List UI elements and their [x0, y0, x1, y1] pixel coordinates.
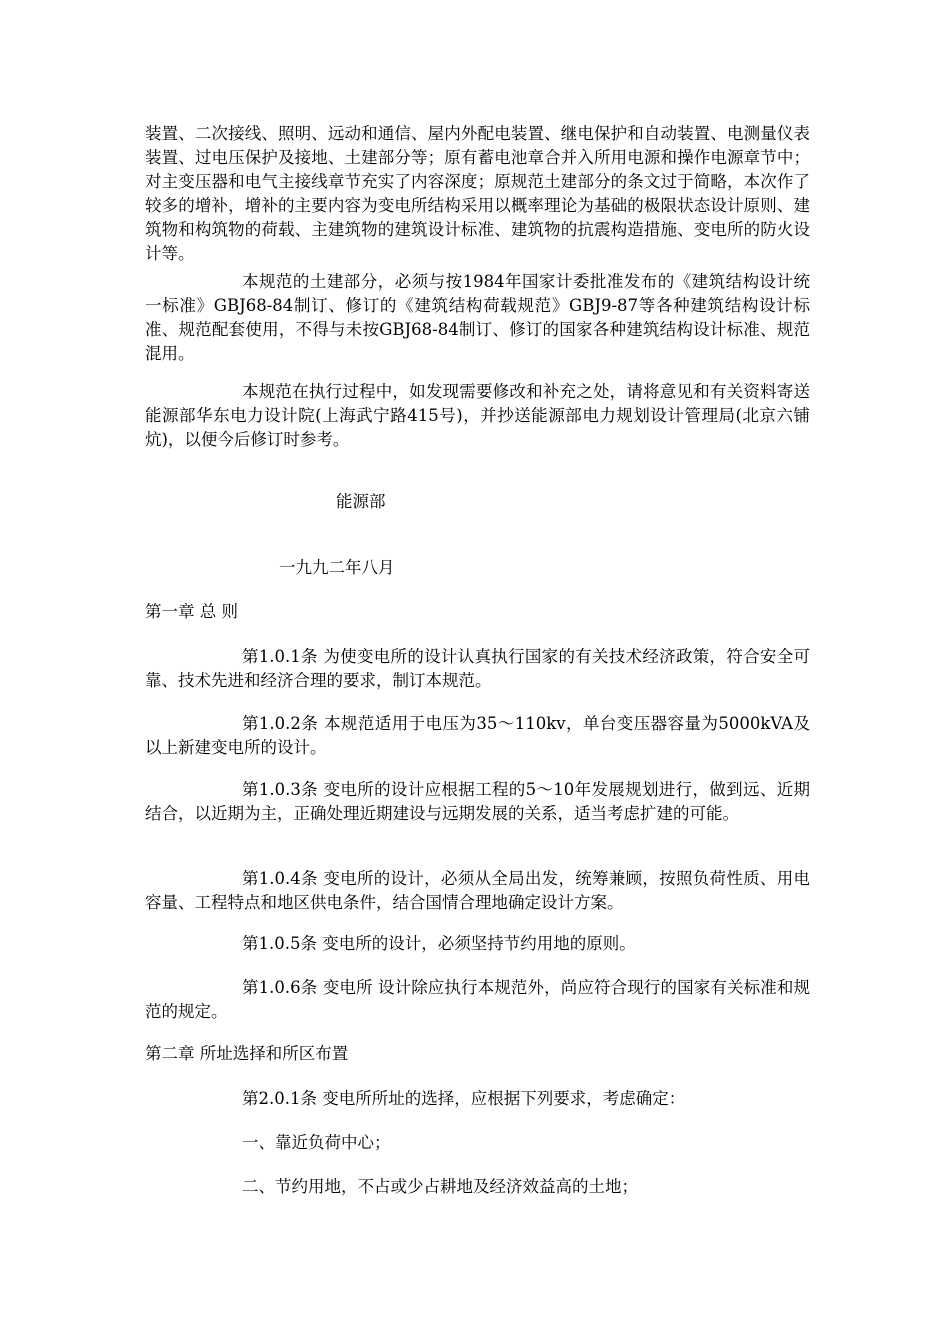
chapter-1-title: 第一章 总 则 — [145, 602, 238, 621]
intro-paragraph-2: 本规范的土建部分，必须与按1984年国家计委批准发布的《建筑结构设计统一标准》GBJ68-84制订、修订的《建筑结构荷载规范》GBJ9-87等各种建筑结构设计标准、规范配套使用，不得与未按GBJ68-84制订、修订的国家各种建筑结构设计标准、规范混用。 — [145, 272, 810, 363]
article-1-0-5: 第1.0.5条 变电所的设计，必须坚持节约用地的原则。 — [242, 934, 636, 953]
intro-paragraph-1: 装置、二次接线、照明、远动和通信、屋内外配电装置、继电保护和自动装置、电测量仪表装置、过电压保护及接地、土建部分等；原有蓄电池章合并入所用电源和操作电源章节中；对主变压器和电气主接线章节充实了内容深度；原规范土建部分的条文过于简略，本次作了较多的增补，增补的主要内容为变电所结构采用以概率理论为基础的极限状态设计原则、建筑物和构筑物的荷载、主建筑物的建筑设计标准、建筑物的抗震构造措施、变电所的防火设计等。 — [145, 124, 810, 263]
article-2-0-1: 第2.0.1条 变电所所址的选择，应根据下列要求，考虑确定： — [242, 1089, 686, 1108]
list-item-2: 二、节约用地，不占或少占耕地及经济效益高的土地； — [242, 1177, 638, 1196]
article-1-0-3: 第1.0.3条 变电所的设计应根据工程的5～10年发展规划进行，做到远、近期结合，以近期为主，正确处理近期建设与远期发展的关系，适当考虑扩建的可能。 — [145, 780, 810, 823]
signature-date: 一九九二年八月 — [279, 558, 395, 577]
article-1-0-4: 第1.0.4条 变电所的设计，必须从全局出发，统筹兼顾，按照负荷性质、用电容量、工程特点和地区供电条件，结合国情合理地确定设计方案。 — [145, 869, 810, 912]
signature-org: 能源部 — [336, 492, 386, 511]
list-item-1: 一、靠近负荷中心； — [242, 1133, 391, 1152]
article-1-0-6: 第1.0.6条 变电所 设计除应执行本规范外，尚应符合现行的国家有关标准和规范的规定。 — [145, 978, 810, 1021]
intro-paragraph-3: 本规范在执行过程中，如发现需要修改和补充之处，请将意见和有关资料寄送能源部华东电力设计院(上海武宁路415号)，并抄送能源部电力规划设计管理局(北京六铺炕)，以便今后修订时参考。 — [145, 382, 810, 449]
article-1-0-2: 第1.0.2条 本规范适用于电压为35～110kv，单台变压器容量为5000kVA及以上新建变电所的设计。 — [145, 714, 810, 757]
chapter-2-title: 第二章 所址选择和所区布置 — [145, 1044, 349, 1063]
article-1-0-1: 第1.0.1条 为使变电所的设计认真执行国家的有关技术经济政策，符合安全可靠、技术先进和经济合理的要求，制订本规范。 — [145, 647, 810, 690]
